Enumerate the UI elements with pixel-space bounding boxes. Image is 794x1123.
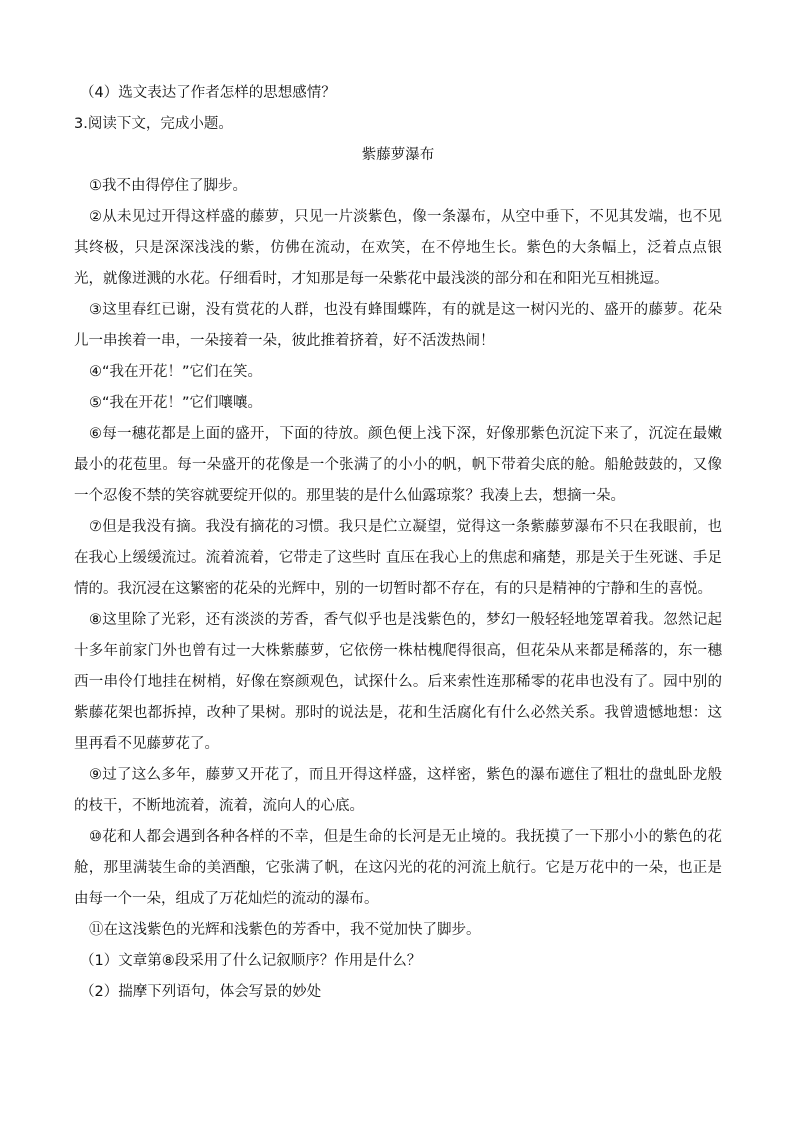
paragraph-9: ⑨过了这么多年，藤萝又开花了，而且开得这样盛，这样密，紫色的瀑布遮住了粗壮的盘虬卧龙般的枝干，不断地流着，流着，流向人的心底。 [74, 767, 722, 814]
paragraph-5: ⑤“我在开花！”它们嚷嚷。 [89, 395, 263, 411]
paragraph-1: ①我不由得停住了脚步。 [89, 178, 247, 194]
document-page [74, 78, 722, 1008]
paragraph-7: ⑦但是我没有摘。我没有摘花的习惯。我只是伫立凝望，觉得这一条紫藤萝瀑布不只在我眼前，也在我心上缓缓流过。流着流着，它带走了这些时 直压在我心上的焦虑和痛楚，那是关于生死谜、手足情的。我沉浸在这繁密的花朵的光辉中，别的一切暂时都不存在，有的只是精神的宁静和生的喜悦。 [74, 519, 722, 597]
question-1: （1）文章第⑧段采用了什么记叙顺序？作用是什么？ [80, 953, 422, 969]
question-2: （2）揣摩下列语句，体会写景的妙处 [80, 984, 322, 1000]
paragraph-2: ②从未见过开得这样盛的藤萝，只见一片淡紫色，像一条瀑布，从空中垂下，不见其发端，也不见其终极，只是深深浅浅的紫，仿佛在流动，在欢笑，在不停地生长。紫色的大条幅上，泛着点点银光，就像迸溅的水花。仔细看时，才知那是每一朵紫花中最浅淡的部分和在和阳光互相挑逗。 [74, 209, 722, 287]
paragraph-10: ⑩花和人都会遇到各种各样的不幸，但是生命的长河是无止境的。我抚摸了一下那小小的紫色的花舱，那里满装生命的美酒酿，它张满了帆，在这闪光的花的河流上航行。它是万花中的一朵，也正是由每一个一朵，组成了万花灿烂的流动的瀑布。 [74, 829, 722, 907]
reading-instruction: 3.阅读下文，完成小题。 [74, 116, 233, 132]
paragraph-4: ④“我在开花！”它们在笑。 [89, 364, 263, 380]
paragraph-3: ③这里春红已谢，没有赏花的人群，也没有蜂围蝶阵，有的就是这一树闪光的、盛开的藤萝。花朵儿一串挨着一串，一朵接着一朵，彼此推着挤着，好不活泼热闹！ [74, 302, 722, 349]
article-title: 紫藤萝瀑布 [361, 147, 435, 163]
paragraph-11: ⑪在这浅紫色的光辉和浅紫色的芳香中，我不觉加快了脚步。 [89, 922, 481, 938]
paragraph-6: ⑥每一穗花都是上面的盛开，下面的待放。颜色便上浅下深，好像那紫色沉淀下来了，沉淀在最嫩最小的花苞里。每一朵盛开的花像是一个张满了的小小的帆，帆下带着尖底的舱。船舱鼓鼓的，又像一个忍俊不禁的笑容就要绽开似的。那里装的是什么仙露琼浆？我凑上去，想摘一朵。 [74, 426, 722, 504]
question-4-previous: （4）选文表达了作者怎样的思想感情？ [80, 85, 336, 101]
paragraph-8: ⑧这里除了光彩，还有淡淡的芳香，香气似乎也是浅紫色的，梦幻一般轻轻地笼罩着我。忽然记起十多年前家门外也曾有过一大株紫藤萝，它依傍一株枯槐爬得很高，但花朵从来都是稀落的，东一穗西一串伶仃地挂在树梢，好像在察颜观色，试探什么。后来索性连那稀零的花串也没有了。园中别的紫藤花架也都拆掉，改种了果树。那时的说法是，花和生活腐化有什么必然关系。我曾遗憾地想：这里再看不见藤萝花了。 [74, 612, 722, 752]
